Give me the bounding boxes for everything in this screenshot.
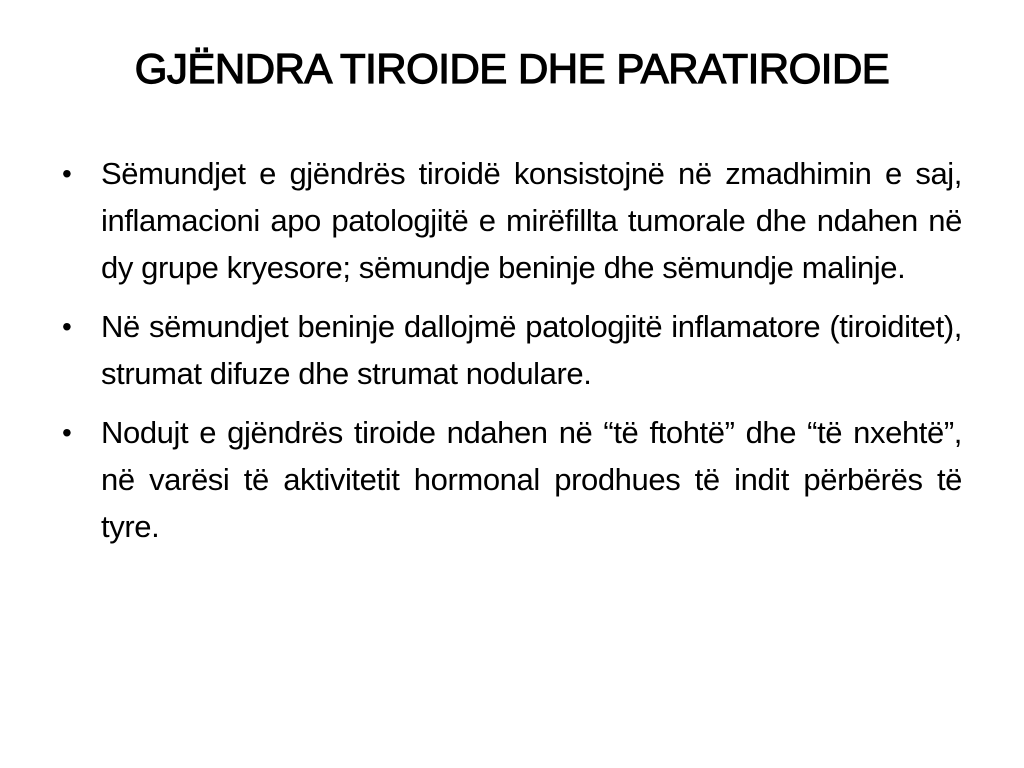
list-item	[62, 409, 962, 550]
bullet-icon: •	[62, 158, 72, 189]
slide-title: GJËNDRA TIROIDE DHE PARATIROIDE	[134, 45, 890, 92]
bullet-text: Në sëmundjet beninje dallojmë patologjitë inflamatore (tiroiditet), strumat difuze dhe strumat nodulare.	[101, 309, 962, 391]
bullet-text: Sëmundjet e gjëndrës tiroidë konsistojnë në zmadhimin e saj, inflamacioni apo patologjitë e mirëfillta tumorale dhe ndahen në dy grupe kryesore; sëmundje beninje dhe sëmundje malinje.	[101, 156, 962, 285]
bullet-icon: •	[62, 311, 72, 342]
bullet-list	[62, 150, 962, 562]
list-item	[62, 150, 962, 291]
bullet-icon: •	[62, 417, 72, 448]
list-item	[62, 303, 962, 397]
bullet-text: Nodujt e gjëndrës tiroide ndahen në “të ftohtë” dhe “të nxehtë”, në varësi të aktivitetit hormonal prodhues të indit përbërës të tyre.	[101, 415, 962, 544]
